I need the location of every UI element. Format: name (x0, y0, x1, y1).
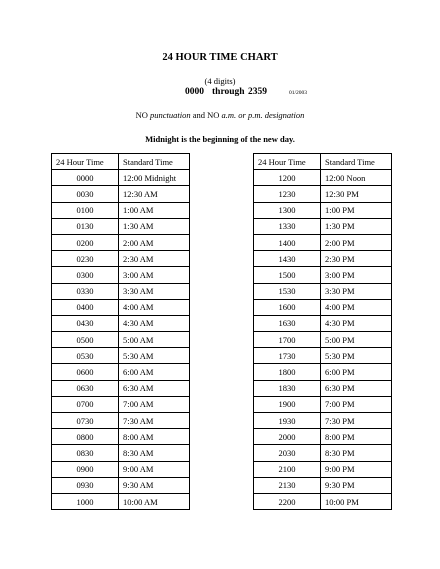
cell-standard-time: 12:00 Midnight (119, 170, 190, 186)
cell-standard-time: 7:30 PM (321, 413, 392, 429)
cell-standard-time: 12:30 AM (119, 186, 190, 202)
header-24-hour: 24 Hour Time (254, 154, 321, 170)
cell-standard-time: 9:30 PM (321, 477, 392, 493)
cell-24-hour: 0900 (52, 461, 119, 477)
cell-24-hour: 0830 (52, 445, 119, 461)
cell-24-hour: 1630 (254, 315, 321, 331)
cell-24-hour: 0200 (52, 234, 119, 250)
table-row (254, 493, 392, 509)
cell-standard-time: 9:00 PM (321, 461, 392, 477)
cell-standard-time: 4:30 PM (321, 315, 392, 331)
table-row (52, 332, 190, 348)
cell-24-hour: 1600 (254, 299, 321, 315)
cell-standard-time: 7:30 AM (119, 413, 190, 429)
table-row (52, 445, 190, 461)
table-row (52, 380, 190, 396)
cell-24-hour: 0600 (52, 364, 119, 380)
note-middle: and NO (190, 110, 222, 120)
table-row (52, 364, 190, 380)
cell-24-hour: 0000 (52, 170, 119, 186)
cell-24-hour: 1300 (254, 202, 321, 218)
cell-24-hour: 0730 (52, 413, 119, 429)
table-row (254, 396, 392, 412)
table-row (52, 477, 190, 493)
table-row (52, 396, 190, 412)
cell-24-hour: 0430 (52, 315, 119, 331)
range-end: 2359 (248, 87, 267, 97)
cell-24-hour: 0230 (52, 251, 119, 267)
cell-24-hour: 1800 (254, 364, 321, 380)
cell-standard-time: 8:30 AM (119, 445, 190, 461)
cell-standard-time: 8:30 PM (321, 445, 392, 461)
cell-standard-time: 3:00 PM (321, 267, 392, 283)
document-date: 01/2003 (289, 90, 308, 96)
document-title: 24 HOUR TIME CHART (162, 52, 278, 63)
cell-24-hour: 1200 (254, 170, 321, 186)
table-row (254, 461, 392, 477)
table-row (254, 315, 392, 331)
table-row (254, 429, 392, 445)
cell-standard-time: 2:30 AM (119, 251, 190, 267)
cell-24-hour: 0800 (52, 429, 119, 445)
table-row (52, 413, 190, 429)
cell-standard-time: 9:00 AM (119, 461, 190, 477)
table-row (52, 461, 190, 477)
cell-24-hour: 1330 (254, 218, 321, 234)
cell-24-hour: 1700 (254, 332, 321, 348)
midnight-note: Midnight is the beginning of the new day. (145, 134, 295, 144)
cell-24-hour: 1830 (254, 380, 321, 396)
cell-standard-time: 3:00 AM (119, 267, 190, 283)
cell-standard-time: 12:00 Noon (321, 170, 392, 186)
table-row (52, 267, 190, 283)
header-24-hour: 24 Hour Time (52, 154, 119, 170)
cell-standard-time: 8:00 AM (119, 429, 190, 445)
cell-standard-time: 5:30 AM (119, 348, 190, 364)
cell-24-hour: 0300 (52, 267, 119, 283)
cell-24-hour: 1930 (254, 413, 321, 429)
time-table-left (51, 153, 190, 510)
table-row (254, 477, 392, 493)
cell-standard-time: 1:00 PM (321, 202, 392, 218)
cell-24-hour: 2200 (254, 493, 321, 509)
table-row (254, 186, 392, 202)
cell-standard-time: 12:30 PM (321, 186, 392, 202)
cell-standard-time: 4:00 AM (119, 299, 190, 315)
table-row (254, 364, 392, 380)
cell-24-hour: 1500 (254, 267, 321, 283)
cell-standard-time: 9:30 AM (119, 477, 190, 493)
cell-standard-time: 5:00 PM (321, 332, 392, 348)
format-note (0, 110, 440, 120)
table-header-row (254, 154, 392, 170)
note-prefix: NO (135, 110, 150, 120)
cell-24-hour: 2030 (254, 445, 321, 461)
header-standard: Standard Time (119, 154, 190, 170)
table-row (52, 202, 190, 218)
table-header-row (52, 154, 190, 170)
table-row (254, 170, 392, 186)
cell-standard-time: 1:30 AM (119, 218, 190, 234)
cell-standard-time: 10:00 AM (119, 493, 190, 509)
cell-24-hour: 2100 (254, 461, 321, 477)
time-table-right (253, 153, 392, 510)
table-row (52, 348, 190, 364)
cell-standard-time: 1:00 AM (119, 202, 190, 218)
table-row (254, 218, 392, 234)
note-punctuation: punctuation (149, 110, 191, 120)
cell-24-hour: 1730 (254, 348, 321, 364)
cell-standard-time: 1:30 PM (321, 218, 392, 234)
table-row (254, 234, 392, 250)
cell-standard-time: 3:30 AM (119, 283, 190, 299)
cell-24-hour: 0100 (52, 202, 119, 218)
cell-24-hour: 1430 (254, 251, 321, 267)
cell-standard-time: 7:00 AM (119, 396, 190, 412)
cell-24-hour: 0030 (52, 186, 119, 202)
table-row (254, 348, 392, 364)
cell-standard-time: 2:00 PM (321, 234, 392, 250)
table-row (254, 283, 392, 299)
table-row (52, 315, 190, 331)
table-row (254, 445, 392, 461)
table-row (52, 429, 190, 445)
table-row (52, 218, 190, 234)
note-designation: a.m. or p.m. designation (221, 110, 305, 120)
cell-24-hour: 0930 (52, 477, 119, 493)
table-row (52, 493, 190, 509)
cell-standard-time: 4:30 AM (119, 315, 190, 331)
cell-24-hour: 2130 (254, 477, 321, 493)
digits-note: (4 digits) (204, 76, 236, 86)
cell-24-hour: 0500 (52, 332, 119, 348)
cell-standard-time: 10:00 PM (321, 493, 392, 509)
cell-24-hour: 0130 (52, 218, 119, 234)
cell-standard-time: 7:00 PM (321, 396, 392, 412)
cell-standard-time: 6:30 AM (119, 380, 190, 396)
table-row (52, 170, 190, 186)
table-row (254, 267, 392, 283)
cell-24-hour: 1530 (254, 283, 321, 299)
range-start: 0000 (185, 87, 204, 97)
cell-24-hour: 0700 (52, 396, 119, 412)
cell-standard-time: 4:00 PM (321, 299, 392, 315)
header-standard: Standard Time (321, 154, 392, 170)
cell-standard-time: 6:30 PM (321, 380, 392, 396)
cell-24-hour: 0630 (52, 380, 119, 396)
table-row (254, 299, 392, 315)
table-row (52, 299, 190, 315)
cell-standard-time: 5:30 PM (321, 348, 392, 364)
table-row (52, 186, 190, 202)
cell-standard-time: 2:00 AM (119, 234, 190, 250)
table-row (52, 234, 190, 250)
cell-24-hour: 1000 (52, 493, 119, 509)
cell-24-hour: 1230 (254, 186, 321, 202)
cell-24-hour: 0400 (52, 299, 119, 315)
cell-standard-time: 3:30 PM (321, 283, 392, 299)
cell-standard-time: 2:30 PM (321, 251, 392, 267)
cell-24-hour: 1900 (254, 396, 321, 412)
cell-standard-time: 6:00 PM (321, 364, 392, 380)
table-row (52, 251, 190, 267)
cell-standard-time: 8:00 PM (321, 429, 392, 445)
cell-standard-time: 6:00 AM (119, 364, 190, 380)
table-row (254, 332, 392, 348)
cell-24-hour: 2000 (254, 429, 321, 445)
cell-standard-time: 5:00 AM (119, 332, 190, 348)
table-row (52, 283, 190, 299)
range-through: through (212, 87, 245, 97)
table-row (254, 380, 392, 396)
table-row (254, 251, 392, 267)
table-row (254, 413, 392, 429)
table-row (254, 202, 392, 218)
cell-24-hour: 0330 (52, 283, 119, 299)
cell-24-hour: 1400 (254, 234, 321, 250)
cell-24-hour: 0530 (52, 348, 119, 364)
